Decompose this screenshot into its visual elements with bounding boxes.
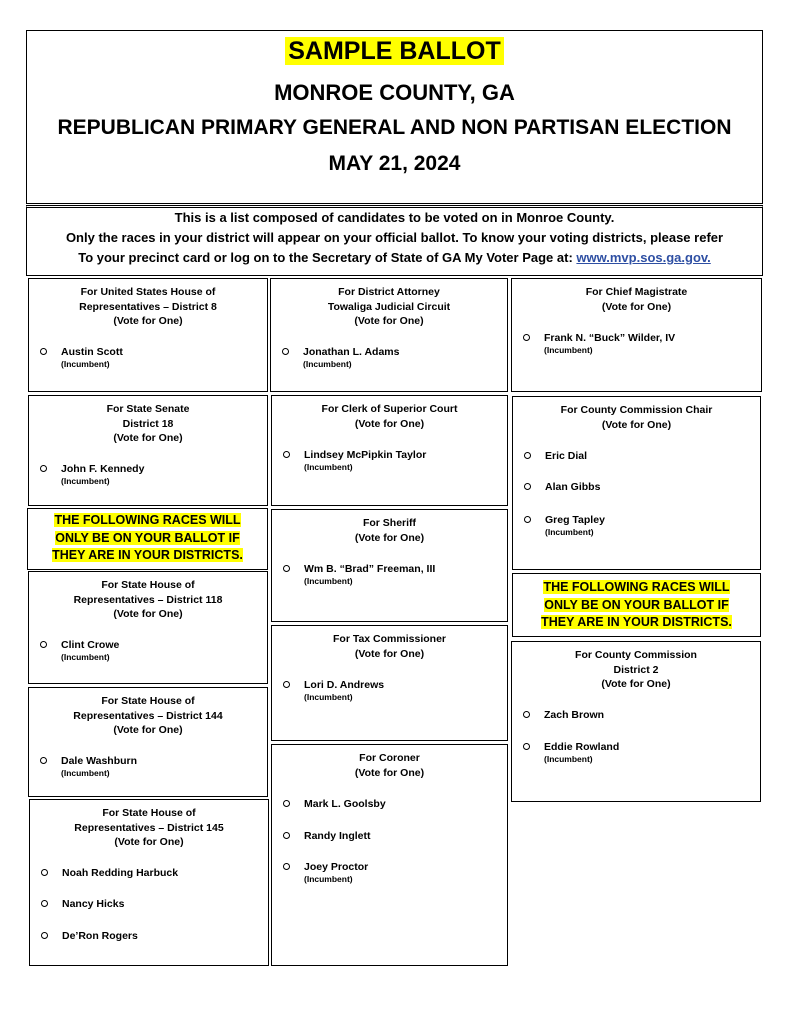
info-line-3	[27, 250, 762, 265]
vote-bubble[interactable]	[283, 832, 290, 839]
race-state-house-district-145	[29, 799, 269, 966]
election-title: REPUBLICAN PRIMARY GENERAL AND NON PARTISAN ELECTION	[57, 116, 732, 139]
race-title-line: (Vote for One)	[354, 315, 424, 327]
race-title-line: (Vote for One)	[354, 417, 425, 430]
sample-ballot-title: SAMPLE BALLOT	[285, 37, 504, 65]
vote-bubble[interactable]	[283, 863, 290, 870]
race-state-senate-district-18	[28, 395, 268, 506]
race-title-line: (Vote for One)	[601, 678, 671, 690]
info-line-2: Only the races in your district will appear on your official ballot. To know your voting districts, please refer	[65, 230, 724, 245]
incumbent-label: (Incumbent)	[61, 476, 110, 486]
vote-bubble[interactable]	[40, 641, 47, 648]
candidate-name: Wm B. “Brad” Freeman, III	[304, 563, 436, 575]
vote-bubble[interactable]	[41, 869, 48, 876]
candidate-name: Lindsey McPipkin Taylor	[304, 449, 427, 461]
race-district-attorney	[270, 278, 508, 392]
vote-bubble[interactable]	[40, 348, 47, 355]
incumbent-label: (Incumbent)	[303, 359, 352, 369]
vote-bubble[interactable]	[40, 757, 47, 764]
vote-bubble[interactable]	[523, 711, 530, 718]
race-title-line: District 18	[122, 417, 174, 430]
vote-bubble[interactable]	[41, 900, 48, 907]
vote-bubble[interactable]	[523, 334, 530, 341]
race-title	[513, 403, 760, 432]
race-title-line: (Vote for One)	[114, 836, 184, 848]
candidate-name: Mark L. Goolsby	[304, 798, 386, 810]
notice-line-3: THEY ARE IN YOUR DISTRICTS.	[52, 548, 243, 562]
incumbent-label: (Incumbent)	[304, 462, 353, 472]
race-title-line: (Vote for One)	[113, 432, 183, 444]
race-tax-commissioner	[271, 625, 508, 741]
candidate-name: Austin Scott	[61, 346, 123, 358]
race-title-line: District 2	[613, 663, 659, 676]
candidate-name: Randy Inglett	[304, 830, 371, 842]
incumbent-label: (Incumbent)	[544, 754, 593, 764]
incumbent-label: (Incumbent)	[61, 768, 110, 778]
race-title-line: For State Senate	[106, 403, 190, 415]
notice-line-1: THE FOLLOWING RACES WILL	[543, 580, 730, 594]
race-title-line: For Chief Magistrate	[585, 286, 688, 298]
district-notice-left	[27, 508, 268, 570]
vote-bubble[interactable]	[524, 483, 531, 490]
vote-bubble[interactable]	[283, 451, 290, 458]
race-sheriff	[271, 509, 508, 622]
race-title	[272, 751, 507, 780]
vote-bubble[interactable]	[524, 452, 531, 459]
candidate-name: Noah Redding Harbuck	[62, 867, 179, 879]
candidate-name: Greg Tapley	[545, 514, 605, 526]
voter-page-link[interactable]: www.mvp.sos.ga.gov.	[576, 250, 711, 265]
race-title-line: (Vote for One)	[601, 300, 672, 313]
race-title-line: (Vote for One)	[601, 418, 672, 431]
info-line-3-text: To your precinct card or log on to the Secretary of State of GA My Voter Page at:	[78, 250, 577, 265]
incumbent-label: (Incumbent)	[61, 652, 110, 662]
vote-bubble[interactable]	[283, 800, 290, 807]
race-title	[29, 578, 267, 622]
race-title	[271, 285, 507, 329]
vote-bubble[interactable]	[41, 932, 48, 939]
race-title-line: For Sheriff	[362, 517, 417, 529]
vote-bubble[interactable]	[283, 681, 290, 688]
race-title-line: For District Attorney	[338, 286, 440, 298]
county-title: MONROE COUNTY, GA	[274, 80, 515, 105]
candidate-name: Nancy Hicks	[62, 898, 125, 910]
race-title	[29, 402, 267, 446]
race-title-line: (Vote for One)	[354, 766, 425, 779]
vote-bubble[interactable]	[523, 743, 530, 750]
race-title-line: Representatives – District 145	[74, 821, 224, 834]
notice-line-1: THE FOLLOWING RACES WILL	[54, 513, 241, 527]
race-title-line: Representatives – District 118	[73, 593, 223, 606]
incumbent-label: (Incumbent)	[544, 345, 593, 355]
vote-bubble[interactable]	[283, 565, 290, 572]
race-title-line: For State House of	[101, 579, 195, 591]
race-title	[30, 806, 268, 850]
candidate-name: Lori D. Andrews	[304, 679, 385, 691]
incumbent-label: (Incumbent)	[61, 359, 110, 369]
notice-line-3: THEY ARE IN YOUR DISTRICTS.	[541, 615, 732, 629]
race-title-line: Representatives – District 8	[79, 300, 217, 313]
race-title-line: For County Commission Chair	[560, 404, 713, 416]
race-title	[29, 694, 267, 738]
candidate-name: Alan Gibbs	[545, 481, 601, 493]
race-title-line: (Vote for One)	[354, 647, 425, 660]
candidate-name: Zach Brown	[544, 709, 605, 721]
ballot-info	[26, 205, 763, 276]
race-state-house-district-118	[28, 571, 268, 684]
race-title	[29, 285, 267, 329]
race-coroner	[271, 744, 508, 966]
race-county-commission-chair	[512, 396, 761, 570]
race-title	[272, 402, 507, 431]
race-title-line: (Vote for One)	[354, 531, 425, 544]
notice-line-2: ONLY BE ON YOUR BALLOT IF	[544, 597, 729, 612]
candidate-name: Dale Washburn	[61, 755, 138, 767]
incumbent-label: (Incumbent)	[304, 692, 353, 702]
candidate-name: Frank N. “Buck” Wilder, IV	[544, 332, 676, 344]
info-line-1: This is a list composed of candidates to be voted on in Monroe County.	[174, 210, 615, 225]
incumbent-label: (Incumbent)	[545, 527, 594, 537]
candidate-name: De’Ron Rogers	[62, 930, 138, 942]
incumbent-label: (Incumbent)	[304, 576, 353, 586]
incumbent-label: (Incumbent)	[304, 874, 353, 884]
race-title	[272, 516, 507, 545]
race-title-line: For United States House of	[80, 286, 216, 298]
race-county-commission-district-2	[511, 641, 761, 802]
ballot-header	[26, 30, 763, 204]
candidate-name: Jonathan L. Adams	[303, 346, 400, 358]
candidate-name: Eddie Rowland	[544, 741, 620, 753]
candidate-name: Joey Proctor	[304, 861, 369, 873]
vote-bubble[interactable]	[282, 348, 289, 355]
election-date: MAY 21, 2024	[328, 152, 461, 175]
candidate-name: John F. Kennedy	[61, 463, 145, 475]
race-title-line: Towaliga Judicial Circuit	[327, 300, 451, 313]
vote-bubble[interactable]	[524, 516, 531, 523]
race-title-line: For Coroner	[359, 752, 420, 764]
race-title	[512, 285, 761, 314]
race-title	[272, 632, 507, 661]
race-title-line: (Vote for One)	[113, 608, 183, 620]
candidate-name: Clint Crowe	[61, 639, 120, 651]
race-title-line: For State House of	[101, 695, 195, 707]
race-title	[512, 648, 760, 692]
notice-line-2: ONLY BE ON YOUR BALLOT IF	[55, 530, 240, 545]
race-title-line: For County Commission	[575, 649, 697, 661]
race-title-line: For Tax Commissioner	[333, 633, 446, 645]
district-notice-right	[512, 573, 761, 637]
race-title-line: For State House of	[102, 807, 196, 819]
race-chief-magistrate	[511, 278, 762, 392]
race-state-house-district-144	[28, 687, 268, 797]
candidate-name: Eric Dial	[545, 450, 588, 462]
race-title-line: For Clerk of Superior Court	[321, 403, 458, 415]
race-title-line: Representatives – District 144	[73, 709, 223, 722]
race-title-line: (Vote for One)	[113, 315, 183, 327]
race-title-line: (Vote for One)	[113, 724, 183, 736]
race-clerk-superior-court	[271, 395, 508, 506]
vote-bubble[interactable]	[40, 465, 47, 472]
race-us-house-district-8	[28, 278, 268, 392]
